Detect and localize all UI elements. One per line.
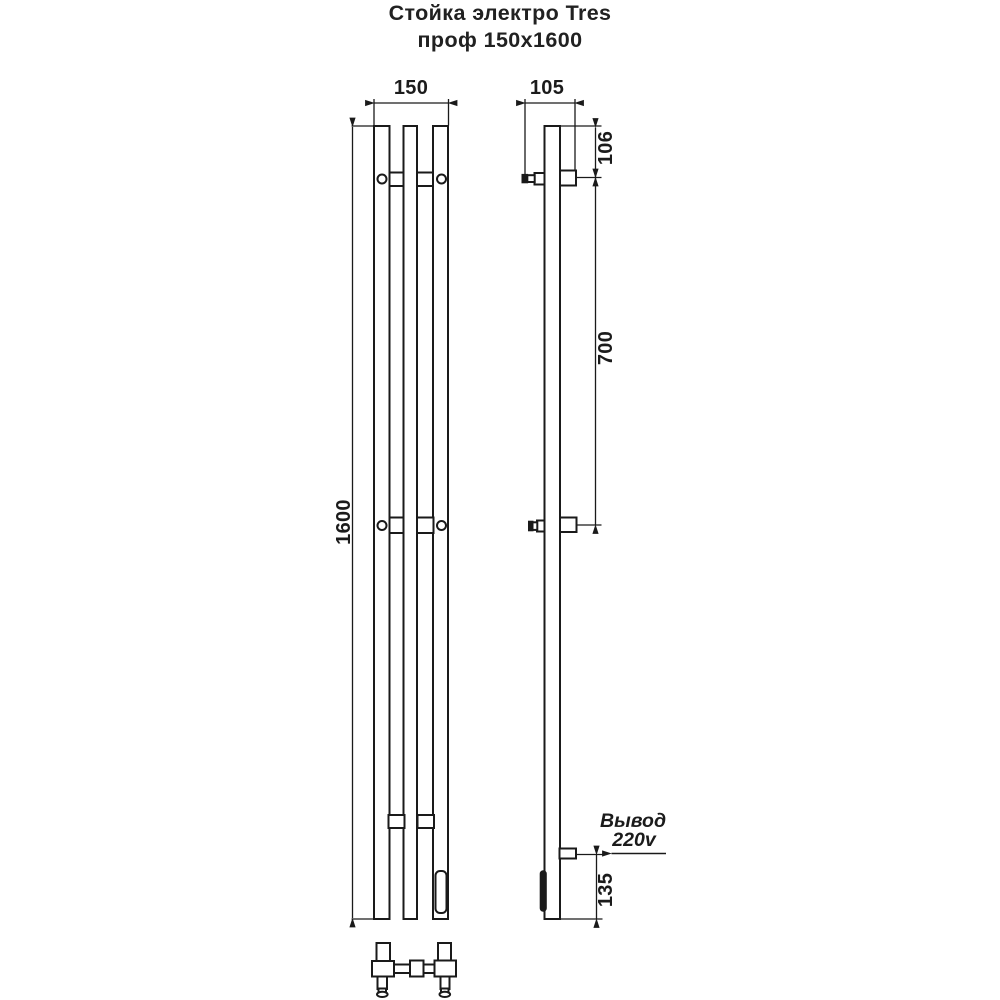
- dim-label-106: 106: [595, 130, 617, 166]
- page-title-line1: Стойка электро Tres: [388, 1, 612, 25]
- front-hook-top-right: [437, 175, 446, 184]
- side-wall-bracket-top: [560, 171, 576, 186]
- power-label-line1: Вывод: [600, 810, 666, 832]
- side-hook-stem-top: [535, 173, 545, 185]
- side-hook-cap-mid: [529, 522, 533, 531]
- dim-label-105: 105: [529, 77, 565, 99]
- bottom-foot-base-right: [440, 992, 451, 997]
- front-hook-top-left: [378, 175, 387, 184]
- power-label-line2: 220v: [612, 829, 656, 851]
- dim-label-1600: 1600: [333, 499, 355, 545]
- front-crossbar-mid-left: [390, 518, 404, 534]
- side-hook-knob-top: [527, 175, 534, 182]
- side-heater-element: [541, 871, 547, 911]
- front-crossbar-mid-right: [417, 518, 434, 534]
- dimension-lines: [352, 99, 667, 919]
- bottom-leg-left: [378, 977, 388, 990]
- front-hook-mid-right: [437, 521, 446, 530]
- side-power-outlet-bracket: [560, 849, 577, 859]
- front-crossbar-low-right: [418, 815, 435, 828]
- bottom-foot-base-left: [377, 992, 388, 997]
- dim-label-150: 150: [393, 77, 429, 99]
- bottom-view: [372, 943, 456, 997]
- bottom-mount-block-left: [372, 961, 394, 977]
- front-tube-center: [404, 126, 418, 919]
- dim-label-135: 135: [595, 872, 617, 908]
- bottom-center-block: [410, 961, 424, 977]
- front-view: [374, 126, 448, 919]
- bottom-bar-left-segment: [394, 965, 410, 974]
- bottom-bar-right-segment: [424, 965, 435, 974]
- bottom-mount-block-right: [435, 961, 457, 977]
- side-wall-bracket-mid: [560, 518, 577, 533]
- bottom-tube-left: [377, 943, 391, 962]
- side-view: [522, 126, 576, 919]
- front-hook-mid-left: [378, 521, 387, 530]
- side-hook-cap-top: [522, 175, 527, 183]
- bottom-tube-right: [438, 943, 451, 961]
- dim-label-700: 700: [595, 330, 617, 366]
- side-tube: [545, 126, 561, 919]
- page-title-line2: проф 150x1600: [417, 28, 583, 52]
- front-switch-panel: [436, 871, 447, 913]
- bottom-leg-right: [441, 977, 450, 990]
- front-crossbar-top-right: [417, 173, 433, 187]
- front-crossbar-top-left: [390, 173, 404, 187]
- front-crossbar-low-left: [389, 815, 405, 828]
